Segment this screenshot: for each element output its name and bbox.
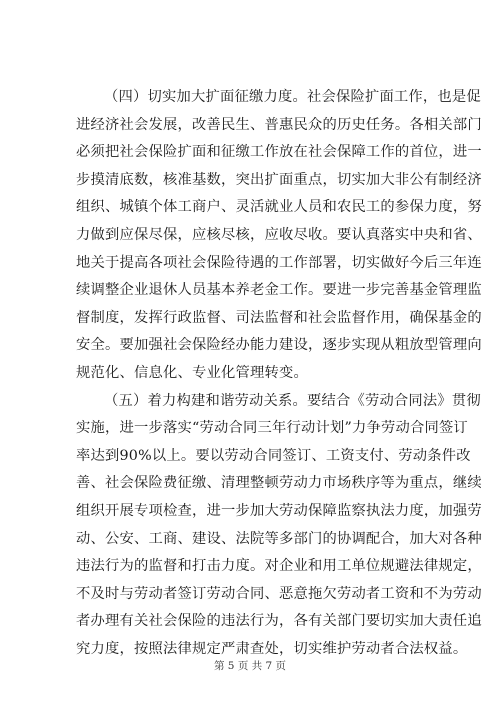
text-line: 善、社会保险费征缴、清理整顿劳动力市场秩序等为重点，继续 [76, 475, 482, 492]
text-line: 安全。要加强社会保险经办能力建设，逐步实现从粗放型管理向 [76, 337, 482, 354]
text-line: 必须把社会保险扩面和征缴工作放在社会保障工作的首位，进一 [76, 144, 482, 161]
text-line: 规范化、信息化、专业化管理转变。 [76, 364, 308, 381]
text-line: （五）着力构建和谐劳动关系。要结合《劳动合同法》贯彻 [104, 392, 481, 409]
text-line: （四）切实加大扩面征缴力度。社会保险扩面工作，也是促 [104, 89, 481, 105]
text-line: 率达到90%以上。要以劳动合同签订、工资支付、劳动条件改 [76, 447, 471, 464]
text-line: 不及时与劳动者签订劳动合同、恶意拖欠劳动者工资和不为劳动 [76, 585, 482, 602]
text-line: 动、公安、工商、建设、法院等多部门的协调配合，加大对各种 [76, 530, 482, 547]
text-line: 督制度，发挥行政监督、司法监督和社会监督作用，确保基金的 [76, 309, 482, 326]
paragraph-expand-coverage [76, 84, 482, 388]
text-line: 进经济社会发展，改善民生、普惠民众的历史任务。各相关部门 [76, 116, 482, 133]
body-text [76, 84, 482, 663]
text-line: 违法行为的监督和打击力度。对企业和用工单位规避法律规定， [76, 558, 482, 575]
text-line: 力做到应保尽保，应核尽核，应收尽收。要认真落实中央和省、 [76, 226, 482, 243]
text-line: 地关于提高各项社会保险待遇的工作部署，切实做好今后三年连 [76, 254, 482, 271]
text-line: 组织、城镇个体工商户、灵活就业人员和农民工的参保力度，努 [76, 199, 482, 216]
text-line: 步摸清底数，核准基数，突出扩面重点，切实加大非公有制经济 [76, 171, 482, 188]
paragraph-labor-relations [76, 388, 482, 664]
text-line: 组织开展专项检查，进一步加大劳动保障监察执法力度，加强劳 [76, 502, 482, 519]
text-line: 续调整企业退休人员基本养老金工作。要进一步完善基金管理监 [76, 282, 482, 299]
text-line: 者办理有关社会保险的违法行为，各有关部门要切实加大责任追 [76, 613, 482, 630]
text-line: 实施，进一步落实“劳动合同三年行动计划”力争劳动合同签订 [76, 420, 468, 437]
text-line: 究力度，按照法律规定严肃查处，切实维护劳动者合法权益。 [76, 640, 468, 657]
page-number-footer: 第 5 页 共 7 页 [213, 660, 287, 672]
